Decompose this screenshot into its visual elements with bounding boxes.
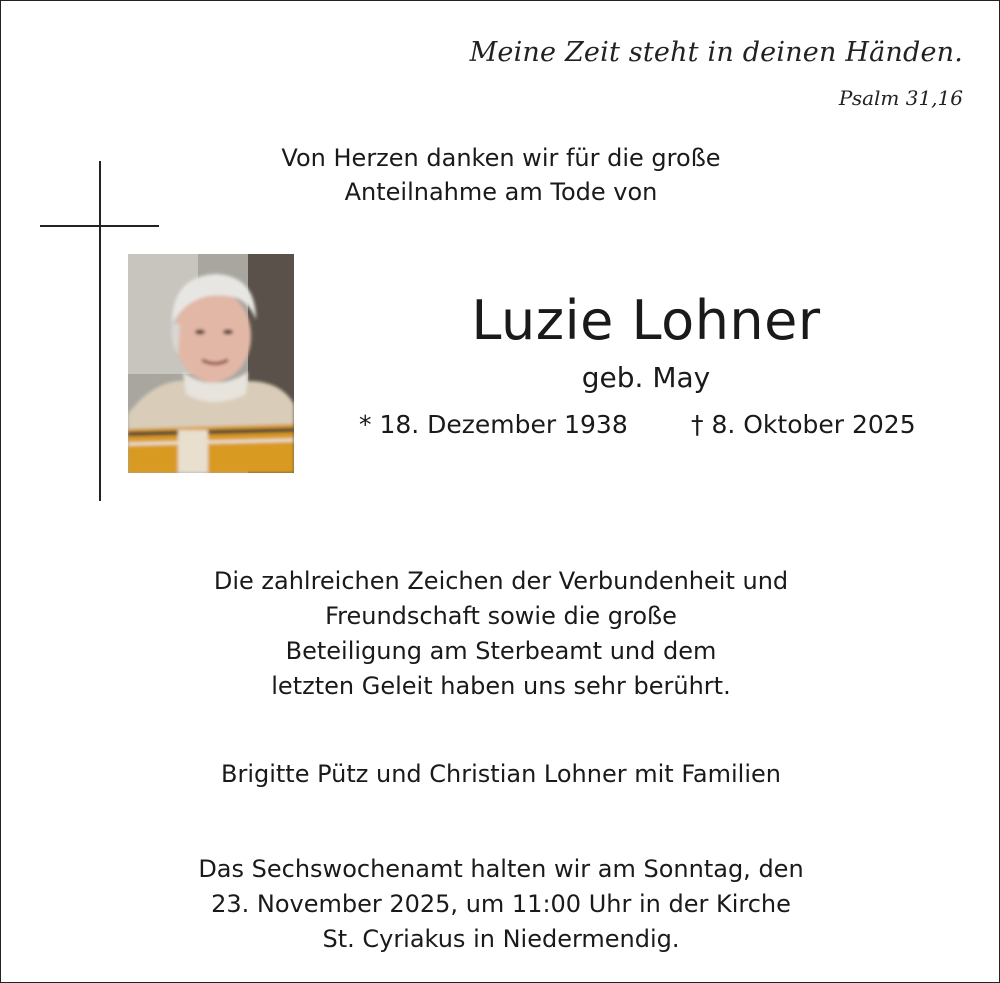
message-line: Beteiligung am Sterbeamt und dem xyxy=(285,637,717,665)
family-signature: Brigitte Pütz und Christian Lohner mit Familien xyxy=(220,760,781,788)
service-announcement xyxy=(101,852,901,957)
deceased-name: Luzie Lohner xyxy=(471,289,821,352)
portrait-illustration xyxy=(128,254,294,473)
bible-reference: Psalm 31,16 xyxy=(838,86,963,110)
intro-line: Von Herzen danken wir für die große xyxy=(281,144,721,172)
portrait-photo xyxy=(128,254,294,473)
service-line: 23. November 2025, um 11:00 Uhr in der Kirche xyxy=(211,890,791,918)
message-line: letzten Geleit haben uns sehr berührt. xyxy=(271,672,731,700)
service-line: St. Cyriakus in Niedermendig. xyxy=(322,925,680,953)
cross-icon xyxy=(99,161,101,501)
birth-date: * 18. Dezember 1938 xyxy=(359,410,628,439)
message-line: Freundschaft sowie die große xyxy=(325,602,677,630)
intro-line: Anteilnahme am Tode von xyxy=(344,178,658,206)
service-line: Das Sechswochenamt halten wir am Sonntag, den xyxy=(198,855,804,883)
birth-name: geb. May xyxy=(581,361,711,394)
thank-you-message xyxy=(101,564,901,704)
bible-quote: Meine Zeit steht in deinen Händen. xyxy=(469,37,963,68)
intro-text xyxy=(201,141,801,209)
death-date: † 8. Oktober 2025 xyxy=(691,410,916,439)
cross-icon-bar xyxy=(40,225,159,227)
message-line: Die zahlreichen Zeichen der Verbundenheit und xyxy=(213,567,789,595)
